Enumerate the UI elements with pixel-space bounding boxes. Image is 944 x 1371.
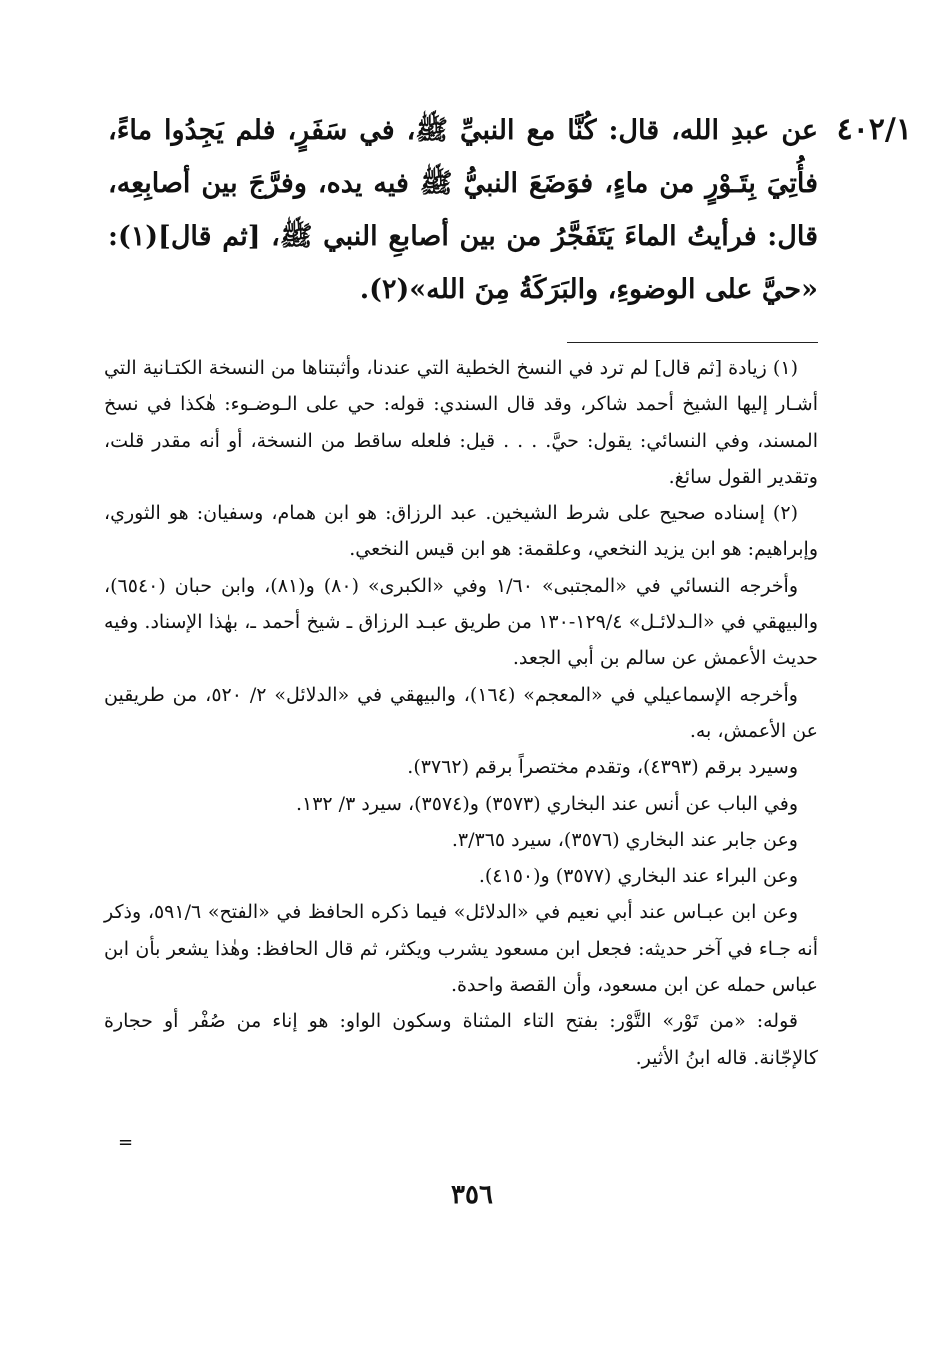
footnote-1: (١) زيادة [ثم قال] لم ترد في النسخ الخطية التي عندنا، وأثبتناها من النسخة الكتـانية التي أشـار إليها الشيخ أحمد شاكر، وقد قال السندي: قوله: حي على الـوضـوء: هٰكذا في نسخ المسند، وفي النسائي: يقول: حيَّ. . . . قيل: فلعله ساقط من النسخة، أو أنه مقدر قلت، وتقدير القول سائغ. (104, 357, 818, 488)
continuation-mark: = (118, 1132, 134, 1153)
footnote-paragraph: قوله: «من تَوْر» التَّوْر: بفتح التاء المثناة وسكون الواو: هو إناء من صُفْر أو حجارة كالإجّانة. قاله ابنُ الأثير. (104, 1010, 818, 1069)
page-number: ٣٥٦ (451, 1180, 493, 1210)
footnote-paragraph: وأخرجه الإسماعيلي في «المعجم» (١٦٤)، والبيهقي في «الدلائل» ٢/ ٥٢٠، من طريقين عن الأعمش، به. (104, 683, 818, 742)
footnote-separator (567, 342, 818, 343)
footnote-paragraph: وسيرد برقم (٤٣٩٣)، وتقدم مختصراً برقم (٣٧٦٢). (407, 756, 798, 779)
footnote-paragraph: وعن البراء عند البخاري (٣٥٧٧) و(٤١٥٠). (478, 865, 798, 888)
footnote-paragraph: وأخرجه النسائي في «المجتبى» ١/٦٠ وفي «الكبرى» (٨٠) و(٨١)، وابن حبان (٦٥٤٠)، والبيهقي في «الـدلائـل» ١٢٩/٤-١٣٠ من طريق عبـد الرزاق ـ شيخ أحمد ـ، بهٰذا الإسناد. وفيه حديث الأعمش عن سالم بن أبي الجعد. (104, 574, 819, 670)
footnote-paragraph: وعن ابن عبـاس عند أبي نعيم في «الدلائل» فيما ذكره الحافظ في «الفتح» ٥٩١/٦، وذكر أنه جـاء في آخر حديثه: فجعل ابن مسعود يشرب ويكثر، ثم قال الحافظ: وهٰذا يشعر بأن ابن عباس حمله عن ابن مسعود، وأن القصة واحدة. (104, 901, 818, 997)
footnotes (104, 350, 818, 1076)
footnote-paragraph: وعن جابر عند البخاري (٣٥٧٦)، سيرد ٣/٣٦٥. (451, 828, 798, 851)
footnote-2: (٢) إسناده صحيح على شرط الشيخين. عبد الرزاق: هو ابن همام، وسفيان: هو الثوري، وإبراهيم: هو ابن يزيد النخعي، وعلقمة: هو ابن قيس النخعي. (104, 502, 818, 561)
footnote-paragraph: وفي الباب عن أنس عند البخاري (٣٥٧٣) و(٣٥٧٤)، سيرد ٣/ ١٣٢. (295, 792, 798, 815)
hadith-text: عن عبدِ الله، قال: كُنَّا مع النبيِّ ﷺ، في سَفَرٍ، فلم يَجِدُوا ماءً، فأُتِيَ بِتَـوْرٍ من ماءٍ، فوَضَعَ النبيُّ ﷺ فيه يده، وفرَّجَ بين أصابِعِه، قال: فرأيتُ الماءَ يَتَفَجَّرُ من بين أصابعِ النبي ﷺ، [ثم قال](١): «حيَّ على الوضوءِ، والبَرَكَةُ مِنَ الله»(٢). (108, 115, 818, 305)
hadith-number: ٤٠٢/١ (836, 112, 912, 147)
